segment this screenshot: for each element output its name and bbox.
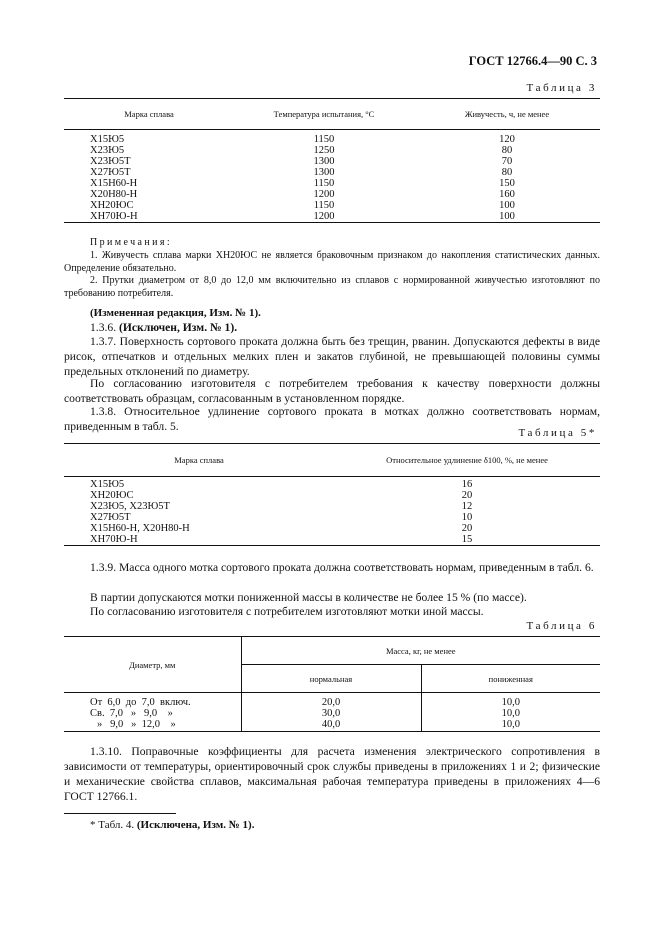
footnote-divider [64,813,176,814]
table-row: От 6,0 до 7,0 включ. 20,0 10,0 [64,697,600,708]
paragraph-1-3-9-c: По согласованию изготовителя с потребителем изготовляют мотки иной массы. [90,605,484,618]
paragraph-1-3-9-b: В партии допускаются мотки пониженной массы в количестве не более 15 % (по массе). [90,591,527,604]
table-row: Х15Н60-Н 1150 150 [90,177,515,189]
table-row: Х23Ю5 1250 80 [90,144,513,156]
paragraph-1-3-6: 1.3.6. (Исключен, Изм. № 1). [90,321,238,334]
table6 [64,636,600,732]
table-row: » 9,0 » 12,0 » 40,0 10,0 [64,719,600,732]
note-2: 2. Прутки диаметром от 8,0 до 12,0 мм включительно из сплавов с нормированной живучестью изготовляют по требованию потребителя. [64,275,600,299]
paragraph-1-3-9: 1.3.9. Масса одного мотка сортового проката должна соответствовать нормам, приведенным в табл. 6. [90,561,594,574]
table-row: Х15Н60-Н, Х20Н80-Н 20 [90,522,473,534]
table-row: Х27Ю5Т 10 [90,511,473,523]
table-row: ХН20ЮС 1150 100 [90,200,515,212]
table-row: Х23Ю5Т 1300 70 [90,155,513,167]
table6-header-mass: Масса, кг, не менее [241,637,600,665]
table5-header-grade: Марка сплава [174,455,224,465]
footnote: * Табл. 4. (Исключена, Изм. № 1). [90,819,255,831]
table6-header-reduced: пониженная [488,673,533,684]
amendment-note: (Измененная редакция, Изм. № 1). [90,307,261,319]
table5-header-elongation: Относительное удлинение δ100, %, не менее [386,455,548,465]
paragraph-1-3-7-b: По согласованию изготовителя с потребителем требования к качеству поверхности должны соответствовать образцам, согласованным в установленном порядке. [64,377,600,405]
table-row: Х20Н80-Н 1200 160 [90,188,515,200]
table-row: Св. 7,0 » 9,0 » 30,0 10,0 [64,708,600,719]
table-row: ХН20ЮС 20 [90,489,473,501]
table-row: Х15Ю5 1150 120 [90,133,515,145]
notes-title: Примечания: [90,237,173,248]
table-row: ХН70Ю-Н 1200 100 [64,211,600,223]
table-row: Х15Ю5 16 [90,478,473,490]
table6-header-normal: нормальная [241,665,421,693]
table6-header-diameter: Диаметр, мм [64,637,241,693]
note-1: 1. Живучесть сплава марки ХН20ЮС не является браковочным признаком до накопления статистических данных. Определение обязательно. [64,250,600,274]
table5 [64,443,600,546]
table-row: Х23Ю5, Х23Ю5Т 12 [90,500,473,512]
paragraph-1-3-8: 1.3.8. Относительное удлинение сортового проката в мотках должно соответствовать нормам, приведенным в табл. 5. [64,405,600,433]
table3-header-life: Живучесть, ч, не менее [464,109,550,119]
table3-caption: Таблица 3 [526,82,597,94]
page-header: ГОСТ 12766.4—90 С. 3 [468,54,597,68]
table5-caption: Таблица 5* [518,427,597,439]
table6-caption: Таблица 6 [526,620,597,632]
paragraph-1-3-7: 1.3.7. Поверхность сортового проката должна быть без трещин, рванин. Допускаются дефекты в виде рисок, отпечатков и отдельных мелких плен и закатов глубиной, не превышающей половины суммы предельных отклонений по диаметру. [64,335,600,378]
table3 [64,98,600,223]
table-row: ХН70Ю-Н 15 [64,534,600,546]
table3-header-temp: Температура испытания, °С [273,109,375,119]
table3-header-grade: Марка сплава [124,109,174,119]
paragraph-1-3-10: 1.3.10. Поправочные коэффициенты для расчета изменения электрического сопротивления в зависимости от температуры, ориентировочный срок службы приведены в приложениях 1 и 2; физические и механические свойства сплавов, максимальная рабочая температура приведены в приложениях 4—6 ГОСТ 12766.1. [64,745,600,803]
table-row: Х27Ю5Т 1300 80 [90,166,513,178]
